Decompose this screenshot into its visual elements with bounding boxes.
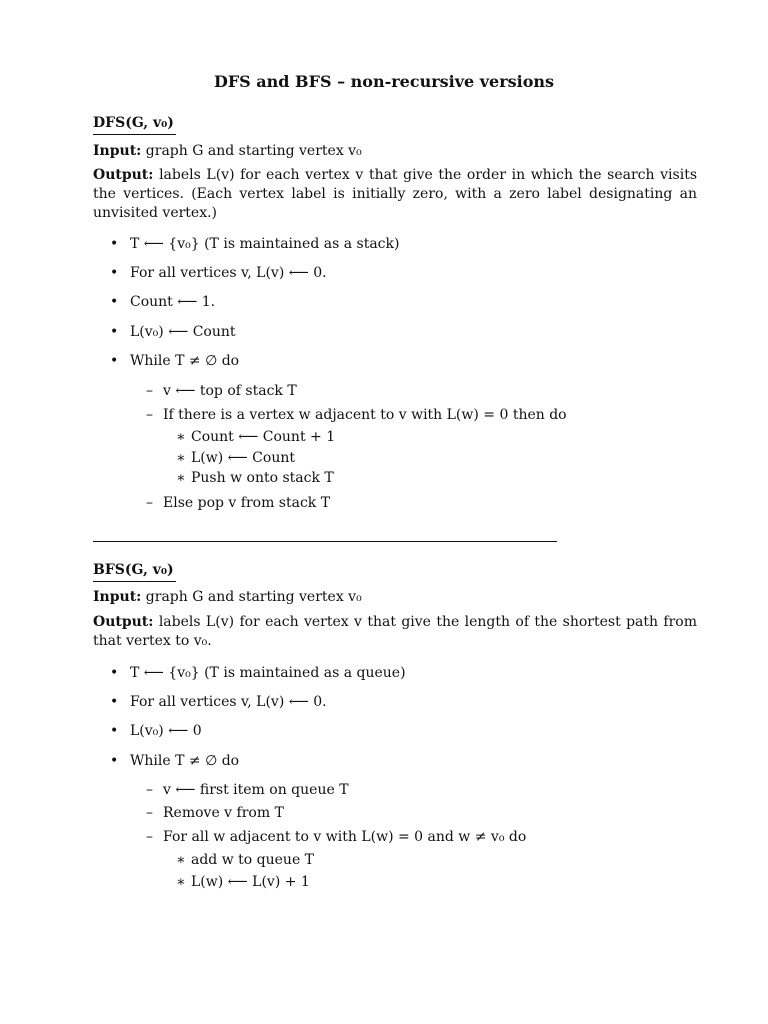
list-item: • Count ⟵ 1. [110,293,670,312]
list-item: • T ⟵ {v₀} (T is maintained as a queue) [110,664,670,683]
dfs-output-text: labels L(v) for each vertex v that give the order in which the search visits the vertices. (Each vertex label is initially zero, with a zero label designating an unvisited vertex.) [93,167,698,221]
bfs-output-paragraph [93,613,697,651]
bfs-section [93,561,697,582]
dfs-input-label: Input: [93,143,142,159]
dfs-input-line [93,142,697,161]
list-item: ∗ Count ⟵ Count + 1 [176,428,676,447]
list-item: ∗ L(w) ⟵ L(v) + 1 [176,873,676,892]
list-item: ∗ Push w onto stack T [176,469,676,488]
list-item: • For all vertices v, L(v) ⟵ 0. [110,693,670,712]
bfs-input-label: Input: [93,589,142,605]
section-divider [93,541,557,542]
bfs-output-label: Output: [93,614,154,630]
list-item: – Remove v from T [146,804,686,823]
list-item: • L(v₀) ⟵ 0 [110,722,670,741]
list-item: – If there is a vertex w adjacent to v with L(w) = 0 then do [146,406,686,425]
list-item: • While T ≠ ∅ do [110,352,670,371]
dfs-input-text: graph G and starting vertex v₀ [145,143,362,159]
page-title: DFS and BFS – non-recursive versions [213,72,555,91]
bfs-input-line [93,588,697,607]
list-item: – For all w adjacent to v with L(w) = 0 and w ≠ v₀ do [146,828,686,847]
list-item: ∗ L(w) ⟵ Count [176,449,676,468]
list-item: • L(v₀) ⟵ Count [110,323,670,342]
bfs-heading: BFS(G, v₀) [93,561,176,582]
list-item: • While T ≠ ∅ do [110,752,670,771]
dfs-output-label: Output: [93,167,154,183]
dfs-heading: DFS(G, v₀) [93,114,176,135]
list-item: – Else pop v from stack T [146,494,686,513]
bfs-output-text: labels L(v) for each vertex v that give the length of the shortest path from that vertex to v₀. [93,614,697,649]
dfs-output-paragraph [93,166,697,223]
bfs-input-text: graph G and starting vertex v₀ [145,589,362,605]
list-item: – v ⟵ first item on queue T [146,781,686,800]
list-item: • For all vertices v, L(v) ⟵ 0. [110,264,670,283]
list-item: • T ⟵ {v₀} (T is maintained as a stack) [110,235,670,254]
list-item: – v ⟵ top of stack T [146,382,686,401]
list-item: ∗ add w to queue T [176,851,676,870]
dfs-section [93,114,697,135]
